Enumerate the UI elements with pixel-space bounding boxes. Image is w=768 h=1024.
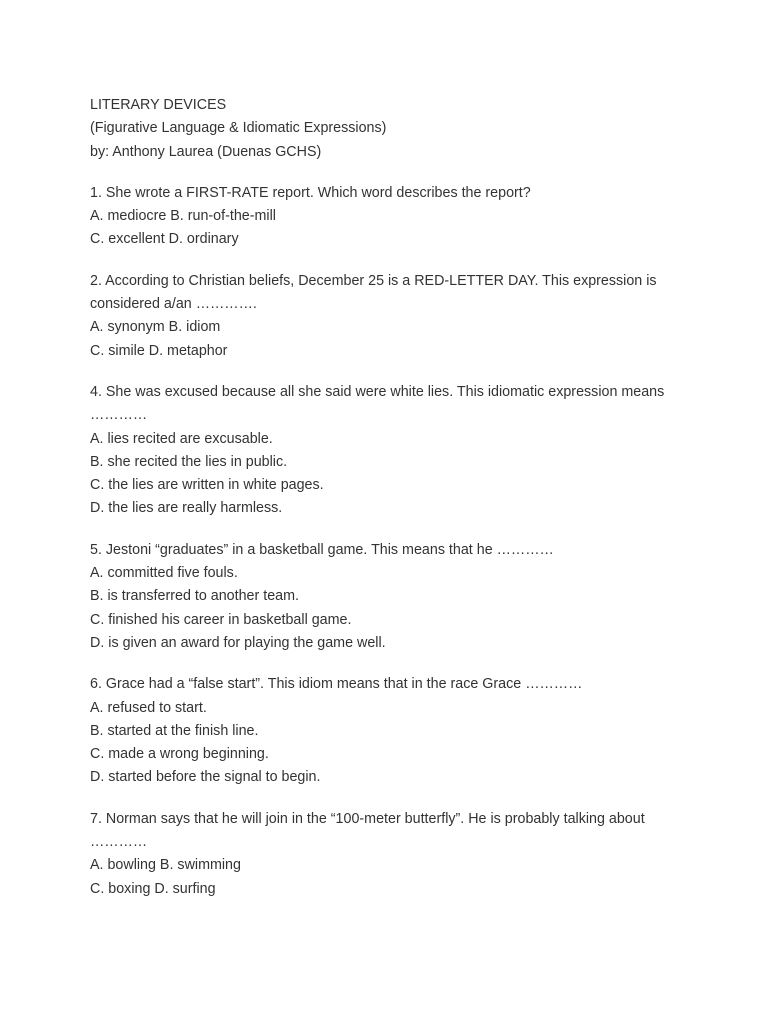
document-title: LITERARY DEVICES — [90, 97, 227, 113]
question-text-continuation: considered a/an …………. — [90, 296, 257, 313]
option-line: D. the lies are really harmless. — [90, 500, 283, 517]
question-text: 6. Grace had a “false start”. This idiom means that in the race Grace ………… — [90, 676, 583, 693]
option-line: A. mediocre B. run-of-the-mill — [90, 208, 276, 225]
question-5 — [90, 539, 730, 655]
question-4 — [90, 381, 730, 521]
option-line: B. started at the finish line. — [90, 722, 259, 739]
option-line: C. made a wrong beginning. — [90, 746, 269, 763]
option-line: C. excellent D. ordinary — [90, 231, 239, 248]
option-line: C. simile D. metaphor — [90, 342, 228, 359]
question-text-continuation: ………… — [90, 834, 148, 851]
question-2 — [90, 270, 730, 363]
question-text: 5. Jestoni “graduates” in a basketball game. This means that he ………… — [90, 541, 554, 558]
question-1 — [90, 182, 730, 252]
option-line: B. is transferred to another team. — [90, 588, 299, 605]
document-page — [90, 94, 730, 901]
question-7 — [90, 808, 730, 901]
option-line: C. the lies are written in white pages. — [90, 477, 324, 494]
question-text: 7. Norman says that he will join in the “100-meter butterfly”. He is probably talking about — [90, 810, 645, 827]
option-line: C. finished his career in basketball game. — [90, 611, 352, 628]
option-line: D. started before the signal to begin. — [90, 769, 321, 786]
option-line: A. lies recited are excusable. — [90, 430, 273, 447]
question-text: 2. According to Christian beliefs, December 25 is a RED-LETTER DAY. This expression is — [90, 272, 657, 289]
question-text-continuation: ………… — [90, 407, 148, 424]
option-line: A. synonym B. idiom — [90, 319, 221, 336]
question-text: 1. She wrote a FIRST-RATE report. Which word describes the report? — [90, 184, 531, 201]
document-subtitle: (Figurative Language & Idiomatic Expressions) — [90, 120, 387, 137]
question-text: 4. She was excused because all she said were white lies. This idiomatic expression means — [90, 383, 665, 400]
question-6 — [90, 673, 730, 789]
option-line: A. committed five fouls. — [90, 565, 238, 582]
option-line: D. is given an award for playing the game well. — [90, 634, 386, 651]
option-line: A. bowling B. swimming — [90, 857, 241, 874]
option-line: C. boxing D. surfing — [90, 880, 216, 897]
document-author: by: Anthony Laurea (Duenas GCHS) — [90, 143, 322, 160]
option-line: A. refused to start. — [90, 699, 207, 716]
option-line: B. she recited the lies in public. — [90, 453, 288, 470]
document-header — [90, 94, 730, 164]
